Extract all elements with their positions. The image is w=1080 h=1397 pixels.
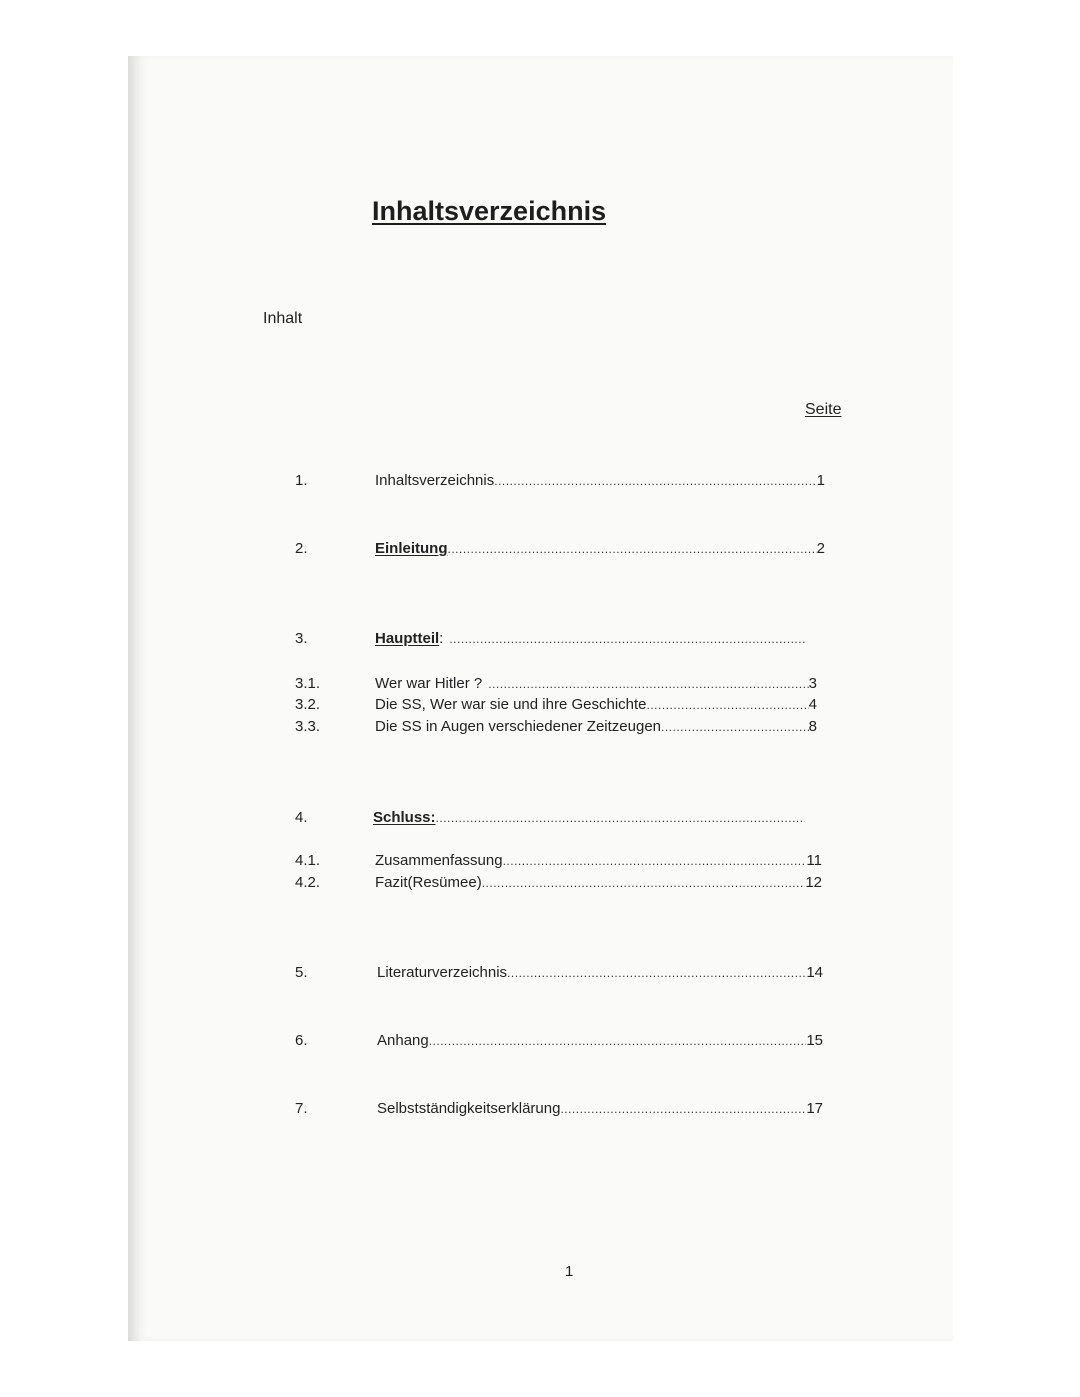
toc-label: Anhang [377, 1032, 429, 1049]
toc-number: 3. [295, 630, 308, 647]
toc-number: 1. [295, 472, 308, 489]
toc-label: Einleitung [375, 540, 448, 557]
toc-leader [488, 673, 808, 695]
toc-label: Literaturverzeichnis [377, 964, 508, 981]
toc-page: 1 [816, 472, 825, 489]
toc-label: Zusammenfassung [375, 852, 503, 869]
seite-header: Seite [805, 401, 842, 418]
toc-leader [507, 962, 806, 984]
toc-page: 11 [806, 852, 822, 869]
inhalt-label: Inhalt [263, 310, 303, 327]
toc-label: Selbstständigkeitserklärung [377, 1100, 561, 1117]
toc-label: Hauptteil [375, 630, 440, 647]
toc-number: 3.3. [295, 718, 321, 735]
page-number: 1 [565, 1263, 574, 1280]
toc-label: Schluss: [373, 809, 436, 826]
toc-page: 12 [805, 874, 822, 891]
toc-page: 3 [808, 675, 817, 692]
toc-page: 2 [816, 540, 825, 557]
toc-number: 4.1. [295, 852, 321, 869]
toc-leader [436, 807, 805, 829]
toc-number: 5. [295, 964, 308, 981]
toc-leader [449, 628, 807, 650]
toc-page: 4 [808, 696, 817, 713]
toc-number: 2. [295, 540, 308, 557]
toc-number: 7. [295, 1100, 308, 1117]
toc-leader [448, 538, 817, 560]
toc-label: Fazit(Resümee) [375, 874, 482, 891]
toc-label-suffix: : [439, 630, 444, 647]
toc-number: 4.2. [295, 874, 321, 891]
toc-label: Wer war Hitler ? [375, 675, 483, 692]
toc-label: Die SS in Augen verschiedener Zeitzeugen [375, 718, 662, 735]
toc-label: Die SS, Wer war sie und ihre Geschichte [375, 696, 647, 713]
page-title: Inhaltsverzeichnis [372, 196, 607, 226]
toc-page: 8 [808, 718, 817, 735]
toc-leader [503, 850, 807, 872]
toc-leader [494, 470, 816, 492]
toc-page: 14 [806, 964, 823, 981]
toc-number: 4. [295, 809, 308, 826]
toc-number: 3.1. [295, 675, 321, 692]
toc-leader [429, 1030, 807, 1052]
toc-page: 17 [806, 1100, 823, 1117]
toc-label: Inhaltsverzeichnis [375, 472, 495, 489]
toc-leader [560, 1098, 806, 1120]
toc-leader [647, 694, 809, 716]
toc-number: 6. [295, 1032, 308, 1049]
toc-leader [482, 872, 806, 894]
toc-page: 15 [806, 1032, 823, 1049]
toc-leader [661, 716, 809, 738]
toc-number: 3.2. [295, 696, 321, 713]
